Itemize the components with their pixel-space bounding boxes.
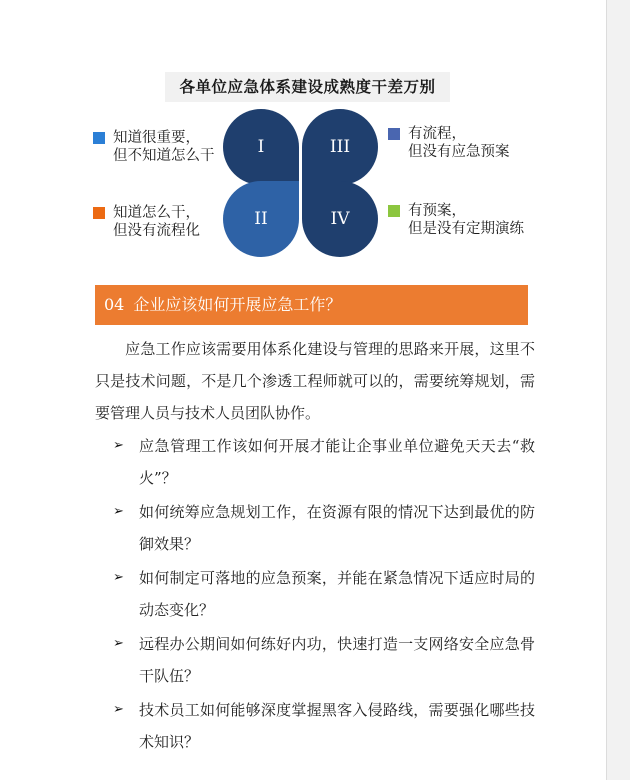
quadrant-iv [302,181,378,257]
legend-swatch [93,207,105,219]
legend-line2: 但不知道怎么干 [113,148,215,164]
list-item-text: 如何统筹应急规划工作，在资源有限的情况下达到最优的防御效果？ [139,503,535,553]
list-item-text: 如何制定可落地的应急预案，并能在紧急情况下适应时局的动态变化？ [139,569,535,619]
arrow-bullet-icon: ➢ [113,438,124,453]
section-number: 04 [104,295,125,314]
legend-swatch [388,128,400,140]
quadrant-ii [223,181,299,257]
list-item [95,628,535,692]
figure-title: 各单位应急体系建设成熟度干差万别 [165,72,450,102]
quadrant-iii [302,109,378,185]
legend-line1: 知道怎么干， [113,205,200,221]
arrow-bullet-icon: ➢ [113,636,124,651]
legend-swatch [93,132,105,144]
list-item [95,496,535,560]
legend-line1: 有预案， [408,203,466,219]
legend-line1: 知道很重要， [113,130,200,146]
list-item [95,562,535,626]
quadrant-label: IV [330,209,350,229]
question-list [95,430,535,760]
section-title: 企业应该如何开展应急工作？ [133,295,342,314]
list-item-text: 应急管理工作该如何开展才能让企事业单位避免天天去“救火”？ [139,437,535,487]
arrow-bullet-icon: ➢ [113,570,124,585]
paragraph-text: 应急工作应该需要用体系化建设与管理的思路来开展，这里不只是技术问题，不是几个渗透工程师就可以的，需要统筹规划，需要管理人员与技术人员团队协作。 [95,340,535,422]
quadrant-label: II [254,209,268,229]
list-item [95,694,535,758]
list-item-text: 远程办公期间如何练好内功，快速打造一支网络安全应急骨干队伍？ [139,635,535,685]
legend-line2: 但是没有定期演练 [408,221,524,237]
arrow-bullet-icon: ➢ [113,504,124,519]
legend-line1: 有流程， [408,126,466,142]
legend-line2: 但没有应急预案 [408,144,510,160]
arrow-bullet-icon: ➢ [113,702,124,717]
quadrant-label: I [257,137,265,157]
legend-swatch [388,205,400,217]
legend-line2: 但没有流程化 [113,223,200,239]
list-item [95,430,535,494]
list-item-text: 技术员工如何能够深度掌握黑客入侵路线，需要强化哪些技术知识？ [139,701,535,751]
quadrant-label: III [329,137,351,157]
intro-paragraph [95,333,535,429]
page-edge [606,0,630,780]
quadrant-i [223,109,299,185]
section-heading [95,285,528,325]
